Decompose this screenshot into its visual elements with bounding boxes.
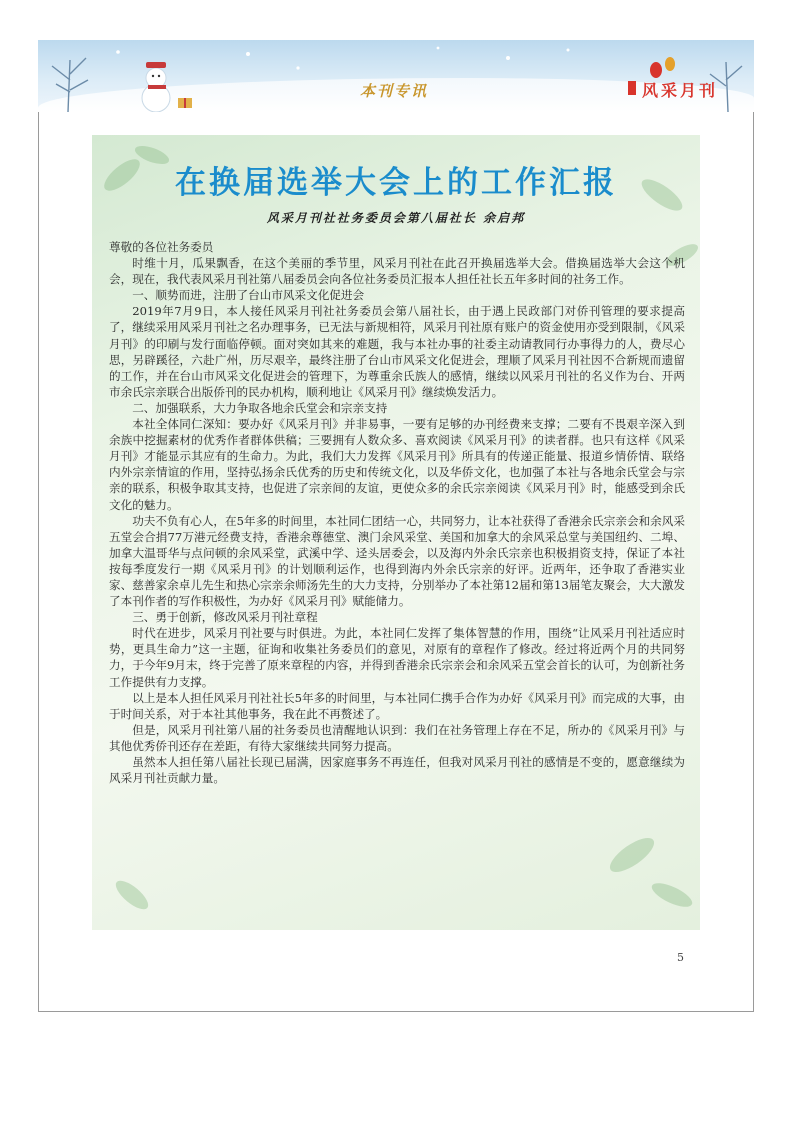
snowman-icon [142, 62, 170, 112]
article-body [109, 239, 685, 786]
article-byline: 风采月刊社社务委员会第八届社长 余启邦 [266, 211, 526, 225]
paragraph: 时维十月，瓜果飘香，在这个美丽的季节里，风采月刊社在此召开换届选举大会。借换届选举大会这个机会，现在，我代表风采月刊社第八届委员会向各位社务委员汇报本人担任社长五年多时间的社务工作。 [109, 256, 685, 287]
section-heading: 三、勇于创新，修改风采月刊社章程 [132, 610, 318, 625]
header-banner [38, 40, 754, 112]
paragraph: 本社全体同仁深知：要办好《风采月刊》并非易事，一要有足够的办刊经费来支撑；二要有不畏艰辛深入到余族中挖掘素材的优秀作者群体供稿；三要拥有人数众多、喜欢阅读《风采月刊》的读者群。也只有这样《风采月刊》才能显示其应有的生命力。为此，我们大力发挥《风采月刊》所具有的传递正能量、报道乡情侨情、联络内外宗亲情谊的作用，坚持弘扬余氏优秀的历史和传统文化，以及华侨文化，也加强了本社与各地余氏堂会与宗亲的联系，积极争取其支持，也促进了宗亲间的友谊，更使众多的余氏宗亲阅读《风采月刊》时，能感受到余氏文化的魅力。 [109, 417, 685, 512]
paragraph: 但是，风采月刊社第八届的社务委员也清醒地认识到：我们在社务管理上存在不足，所办的《风采月刊》与其他优秀侨刊还存在差距，有待大家继续共同努力提高。 [109, 722, 685, 753]
lantern-icon [650, 57, 675, 78]
article-title: 在换届选举大会上的工作汇报 [175, 165, 617, 201]
salutation: 尊敬的各位社务委员 [109, 240, 214, 254]
magazine-brand: 风采月刊 [642, 81, 719, 100]
paragraph: 时代在进步，风采月刊社要与时俱进。为此，本社同仁发挥了集体智慧的作用，围绕“让风采月刊社适应时势，更具生命力”这一主题，征询和收集社务委员们的意见，对原有的章程作了修改。经过将近两个月的共同努力，于今年9月末，终于完善了原来章程的内容，并得到香港余氏宗亲会和余风采五堂会首长的认可，为创新社务工作提供有力支撑。 [109, 626, 685, 689]
page-number: 5 [677, 951, 684, 964]
gift-box-icon [178, 98, 192, 108]
article-panel [92, 135, 700, 930]
section-heading: 一、顺势而进，注册了台山市风采文化促进会 [132, 288, 365, 303]
brand-mark-icon [628, 81, 636, 95]
paragraph: 虽然本人担任第八届社长现已届满，因家庭事务不再连任，但我对风采月刊社的感情是不变的，愿意继续为风采月刊社贡献力量。 [109, 755, 685, 786]
paragraph: 功夫不负有心人，在5年多的时间里，本社同仁团结一心，共同努力，让本社获得了香港余氏宗亲会和余风采五堂会合捐77万港元经费支持，香港余尊德堂、澳门余风采堂、美国和加拿大的余风采总堂与美国纽约、二埠、加拿大温哥华与点问顿的余风采堂，武溪中学、迳头居委会，以及海内外余氏宗亲也积极捐资支持，保证了本社按每季度发行一期《风采月刊》的计划顺利运作，也得到海内外余氏宗亲的好评。近两年，还争取了香港实业家、慈善家余卓儿先生和热心宗亲余师汤先生的大力支持，分别举办了本社第12届和第13届笔友聚会，大大激发了本刊作者的写作积极性，为办好《风采月刊》赋能储力。 [109, 513, 685, 609]
paragraph: 以上是本人担任风采月刊社社长5年多的时间里，与本社同仁携手合作为办好《风采月刊》而完成的大事，由于时间关系，对于本社其他事务，我在此不再赘述了。 [109, 690, 685, 721]
section-heading: 二、加强联系，大力争取各地余氏堂会和宗亲支持 [132, 400, 388, 415]
section-title: 本刊专讯 [360, 82, 429, 100]
winter-scene-illustration [38, 40, 754, 112]
paragraph: 2019年7月9日，本人接任风采月刊社社务委员会第八届社长，由于遇上民政部门对侨刊管理的要求提高了，继续采用风采月刊社之名办理事务，已无法与新规相符，风采月刊社原有账户的资金使用亦受到限制，《风采月刊》的印刷与发行面临停顿。面对突如其来的难题，我与本社办事的社委主动请教同行办事得力的人，费尽心思，另辟蹊径，六赴广州，历尽艰辛，最终注册了台山市风采文化促进会，理顺了风采月刊社因不合新规而遗留的工作，并在台山市风采文化促进会的管理下，为尊重余氏族人的感情，继续以风采月刊社的名义作为台、开两市余氏宗亲联合出版侨刊的民办机构，顺利地让《风采月刊》继续焕发活力。 [109, 304, 685, 399]
snowflake-icon [116, 47, 569, 70]
